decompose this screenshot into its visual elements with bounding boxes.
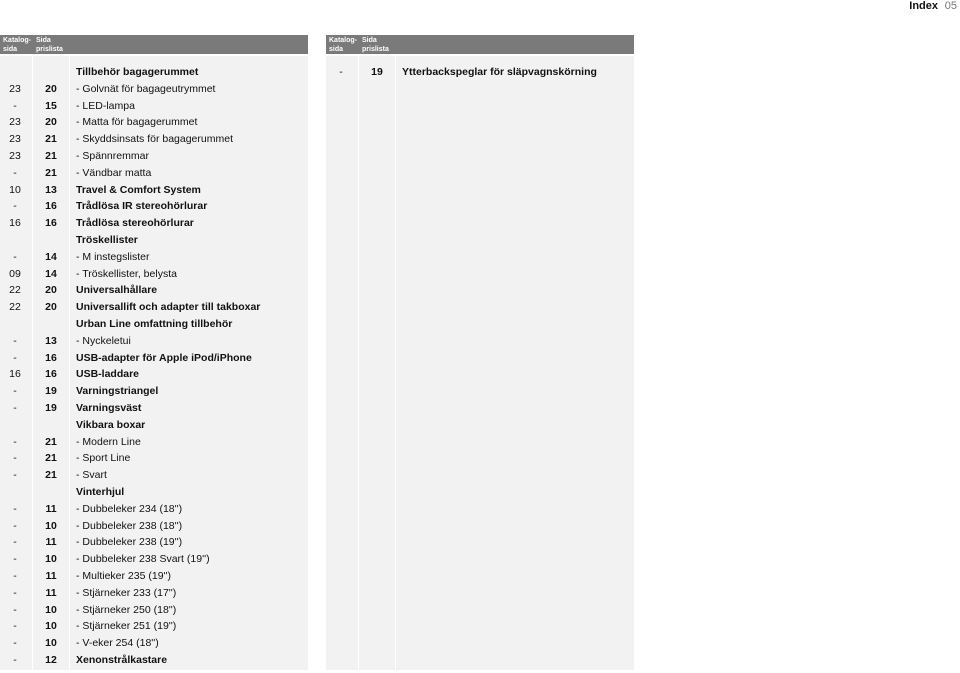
item-title: - Multieker 235 (19'') [76,570,172,582]
sida-prislista-cell: 16 [45,217,57,230]
katalog-sida-cell: - [13,435,17,448]
list-item [0,114,308,131]
item-title: - Stjärneker 250 (18'') [76,603,177,616]
index-table-right [326,35,634,670]
katalog-sida-cell: 23 [9,150,21,162]
katalog-sida-cell: 23 [9,116,21,129]
item-title: - Dubbeleker 234 (18'') [76,502,183,515]
item-title: Vinterhjul [76,486,125,498]
list-item [0,266,308,283]
list-item [0,198,308,215]
item-title: Universallift och adapter till takboxar [76,301,261,314]
list-item [0,602,308,619]
sida-prislista-cell: 11 [45,570,57,582]
list-item [0,350,308,367]
sida-prislista-cell: 10 [45,637,57,650]
item-title: - Modern Line [76,435,141,448]
item-title: - Dubbeleker 238 (19'') [76,536,183,549]
katalog-sida-cell: - [13,570,17,582]
list-item [0,635,308,652]
item-title: Tröskellister [76,234,138,246]
katalog-sida-header: Katalog- sida [329,37,357,53]
list-item [0,551,308,568]
katalog-sida-cell: - [13,553,17,566]
sida-prislista-header: Sida prislista [362,37,389,53]
item-title: - Tröskellister, belysta [76,267,177,280]
item-title: - Stjärneker 251 (19'') [76,620,177,633]
katalog-sida-cell: - [13,200,17,213]
katalog-sida-cell: - [13,250,17,263]
sida-prislista-cell: 19 [45,402,57,414]
sida-prislista-cell: 16 [45,200,57,213]
item-title: - Svart [76,469,107,482]
item-title: - Skyddsinsats för bagagerummet [76,133,233,146]
katalog-sida-cell: - [13,402,17,414]
sida-prislista-cell: 16 [45,368,57,381]
list-item [0,64,308,81]
item-title: USB-laddare [76,368,140,381]
item-title: - Dubbeleker 238 Svart (19'') [76,553,210,566]
list-item [0,182,308,199]
item-title: - Spännremmar [76,150,149,162]
item-title: Trådlösa stereohörlurar [76,217,194,230]
list-item [0,467,308,484]
katalog-sida-cell: - [13,166,17,179]
sida-prislista-cell: 11 [45,586,57,599]
katalog-sida-cell: - [13,334,17,347]
item-title: Vikbara boxar [76,418,146,431]
katalog-sida-cell: - [339,66,343,78]
list-item [0,81,308,98]
item-title: - Matta för bagagerummet [76,116,198,129]
item-title: Travel & Comfort System [76,183,201,196]
list-item [0,652,308,669]
katalog-sida-cell: 23 [9,82,21,95]
list-item [0,568,308,585]
katalog-sida-cell: - [13,519,17,532]
list-item [0,232,308,249]
katalog-sida-cell: - [13,385,17,398]
list-item [0,585,308,602]
katalog-sida-cell: - [13,603,17,616]
sida-prislista-cell: 13 [45,334,57,347]
column-header [326,35,634,54]
sida-prislista-cell: 14 [45,250,57,263]
katalog-sida-cell: 22 [9,301,21,314]
katalog-sida-cell: - [13,536,17,549]
katalog-sida-cell: 23 [9,133,21,146]
list-item [326,64,634,81]
list-item [0,534,308,551]
list-item [0,450,308,467]
item-title: - Golvnät för bagageutrymmet [76,82,216,95]
sida-prislista-cell: 19 [45,385,57,398]
sida-prislista-cell: 20 [45,116,57,129]
sida-prislista-cell: 10 [45,519,57,532]
katalog-sida-cell: - [13,586,17,599]
sida-prislista-cell: 21 [45,469,57,482]
katalog-sida-cell: 16 [9,368,21,381]
katalog-sida-cell: - [13,654,17,666]
sida-prislista-cell: 20 [45,82,57,95]
sida-prislista-cell: 10 [45,553,57,566]
list-item [0,299,308,316]
katalog-sida-cell: - [13,620,17,633]
item-title: Trådlösa IR stereohörlurar [76,200,208,213]
item-title: Universalhållare [76,284,158,297]
list-item [0,131,308,148]
item-title: Xenonstrålkastare [76,654,168,666]
column-header [0,35,308,54]
item-title: Ytterbackspeglar för släpvagnskörning [402,66,597,78]
sida-prislista-cell: 20 [45,284,57,297]
list-item [0,501,308,518]
sida-prislista-cell: 21 [45,150,57,162]
list-item [0,148,308,165]
sida-prislista-cell: 11 [45,536,57,549]
list-item [0,383,308,400]
index-list [0,56,308,670]
item-title: USB-adapter för Apple iPod/iPhone [76,351,252,364]
sida-prislista-cell: 20 [45,301,57,314]
list-item [0,333,308,350]
list-item [0,518,308,535]
item-title: Tillbehör bagagerummet [76,66,199,78]
item-title: - V-eker 254 (18'') [76,637,159,650]
sida-prislista-cell: 10 [45,620,57,633]
item-title: - Sport Line [76,452,131,465]
index-table-left [0,35,308,670]
list-item [0,165,308,182]
item-title: - Nyckeletui [76,334,131,347]
list-item [0,316,308,333]
katalog-sida-cell: - [13,469,17,482]
item-title: Varningstriangel [76,385,159,398]
katalog-sida-cell: 09 [9,267,21,280]
katalog-sida-cell: - [13,502,17,515]
item-title: - M instegslister [76,250,150,263]
sida-prislista-cell: 21 [45,452,57,465]
katalog-sida-cell: - [13,351,17,364]
item-title: - Dubbeleker 238 (18'') [76,519,183,532]
sida-prislista-cell: 21 [45,166,57,179]
katalog-sida-cell: 22 [9,284,21,297]
item-title: - Stjärneker 233 (17'') [76,586,177,599]
list-item [0,282,308,299]
list-item [0,434,308,451]
sida-prislista-cell: 12 [45,654,57,666]
katalog-sida-cell: - [13,99,17,112]
katalog-sida-cell: - [13,637,17,650]
list-item [0,366,308,383]
item-title: - LED-lampa [76,99,135,112]
page-number: 05 [944,0,957,12]
sida-prislista-cell: 15 [45,99,57,112]
katalog-sida-cell: 16 [9,217,21,230]
list-item [0,618,308,635]
katalog-sida-cell: - [13,452,17,465]
sida-prislista-cell: 21 [45,435,57,448]
sida-prislista-header: Sida prislista [36,37,63,53]
katalog-sida-cell: 10 [9,183,21,196]
sida-prislista-cell: 16 [45,351,57,364]
list-item [0,484,308,501]
sida-prislista-cell: 11 [45,502,57,515]
list-item [0,98,308,115]
katalog-sida-header: Katalog- sida [3,37,31,53]
index-title: Index [909,0,938,12]
list-item [0,215,308,232]
sida-prislista-cell: 10 [45,603,57,616]
item-title: Varningsväst [76,402,142,414]
index-list [326,56,634,670]
list-item [0,417,308,434]
page-header [0,0,960,13]
list-item [0,400,308,417]
sida-prislista-cell: 21 [45,133,57,146]
sida-prislista-cell: 14 [45,267,57,280]
item-title: - Vändbar matta [76,166,152,179]
sida-prislista-cell: 19 [371,66,383,78]
item-title: Urban Line omfattning tillbehör [76,318,233,330]
list-item [0,249,308,266]
sida-prislista-cell: 13 [45,183,57,196]
